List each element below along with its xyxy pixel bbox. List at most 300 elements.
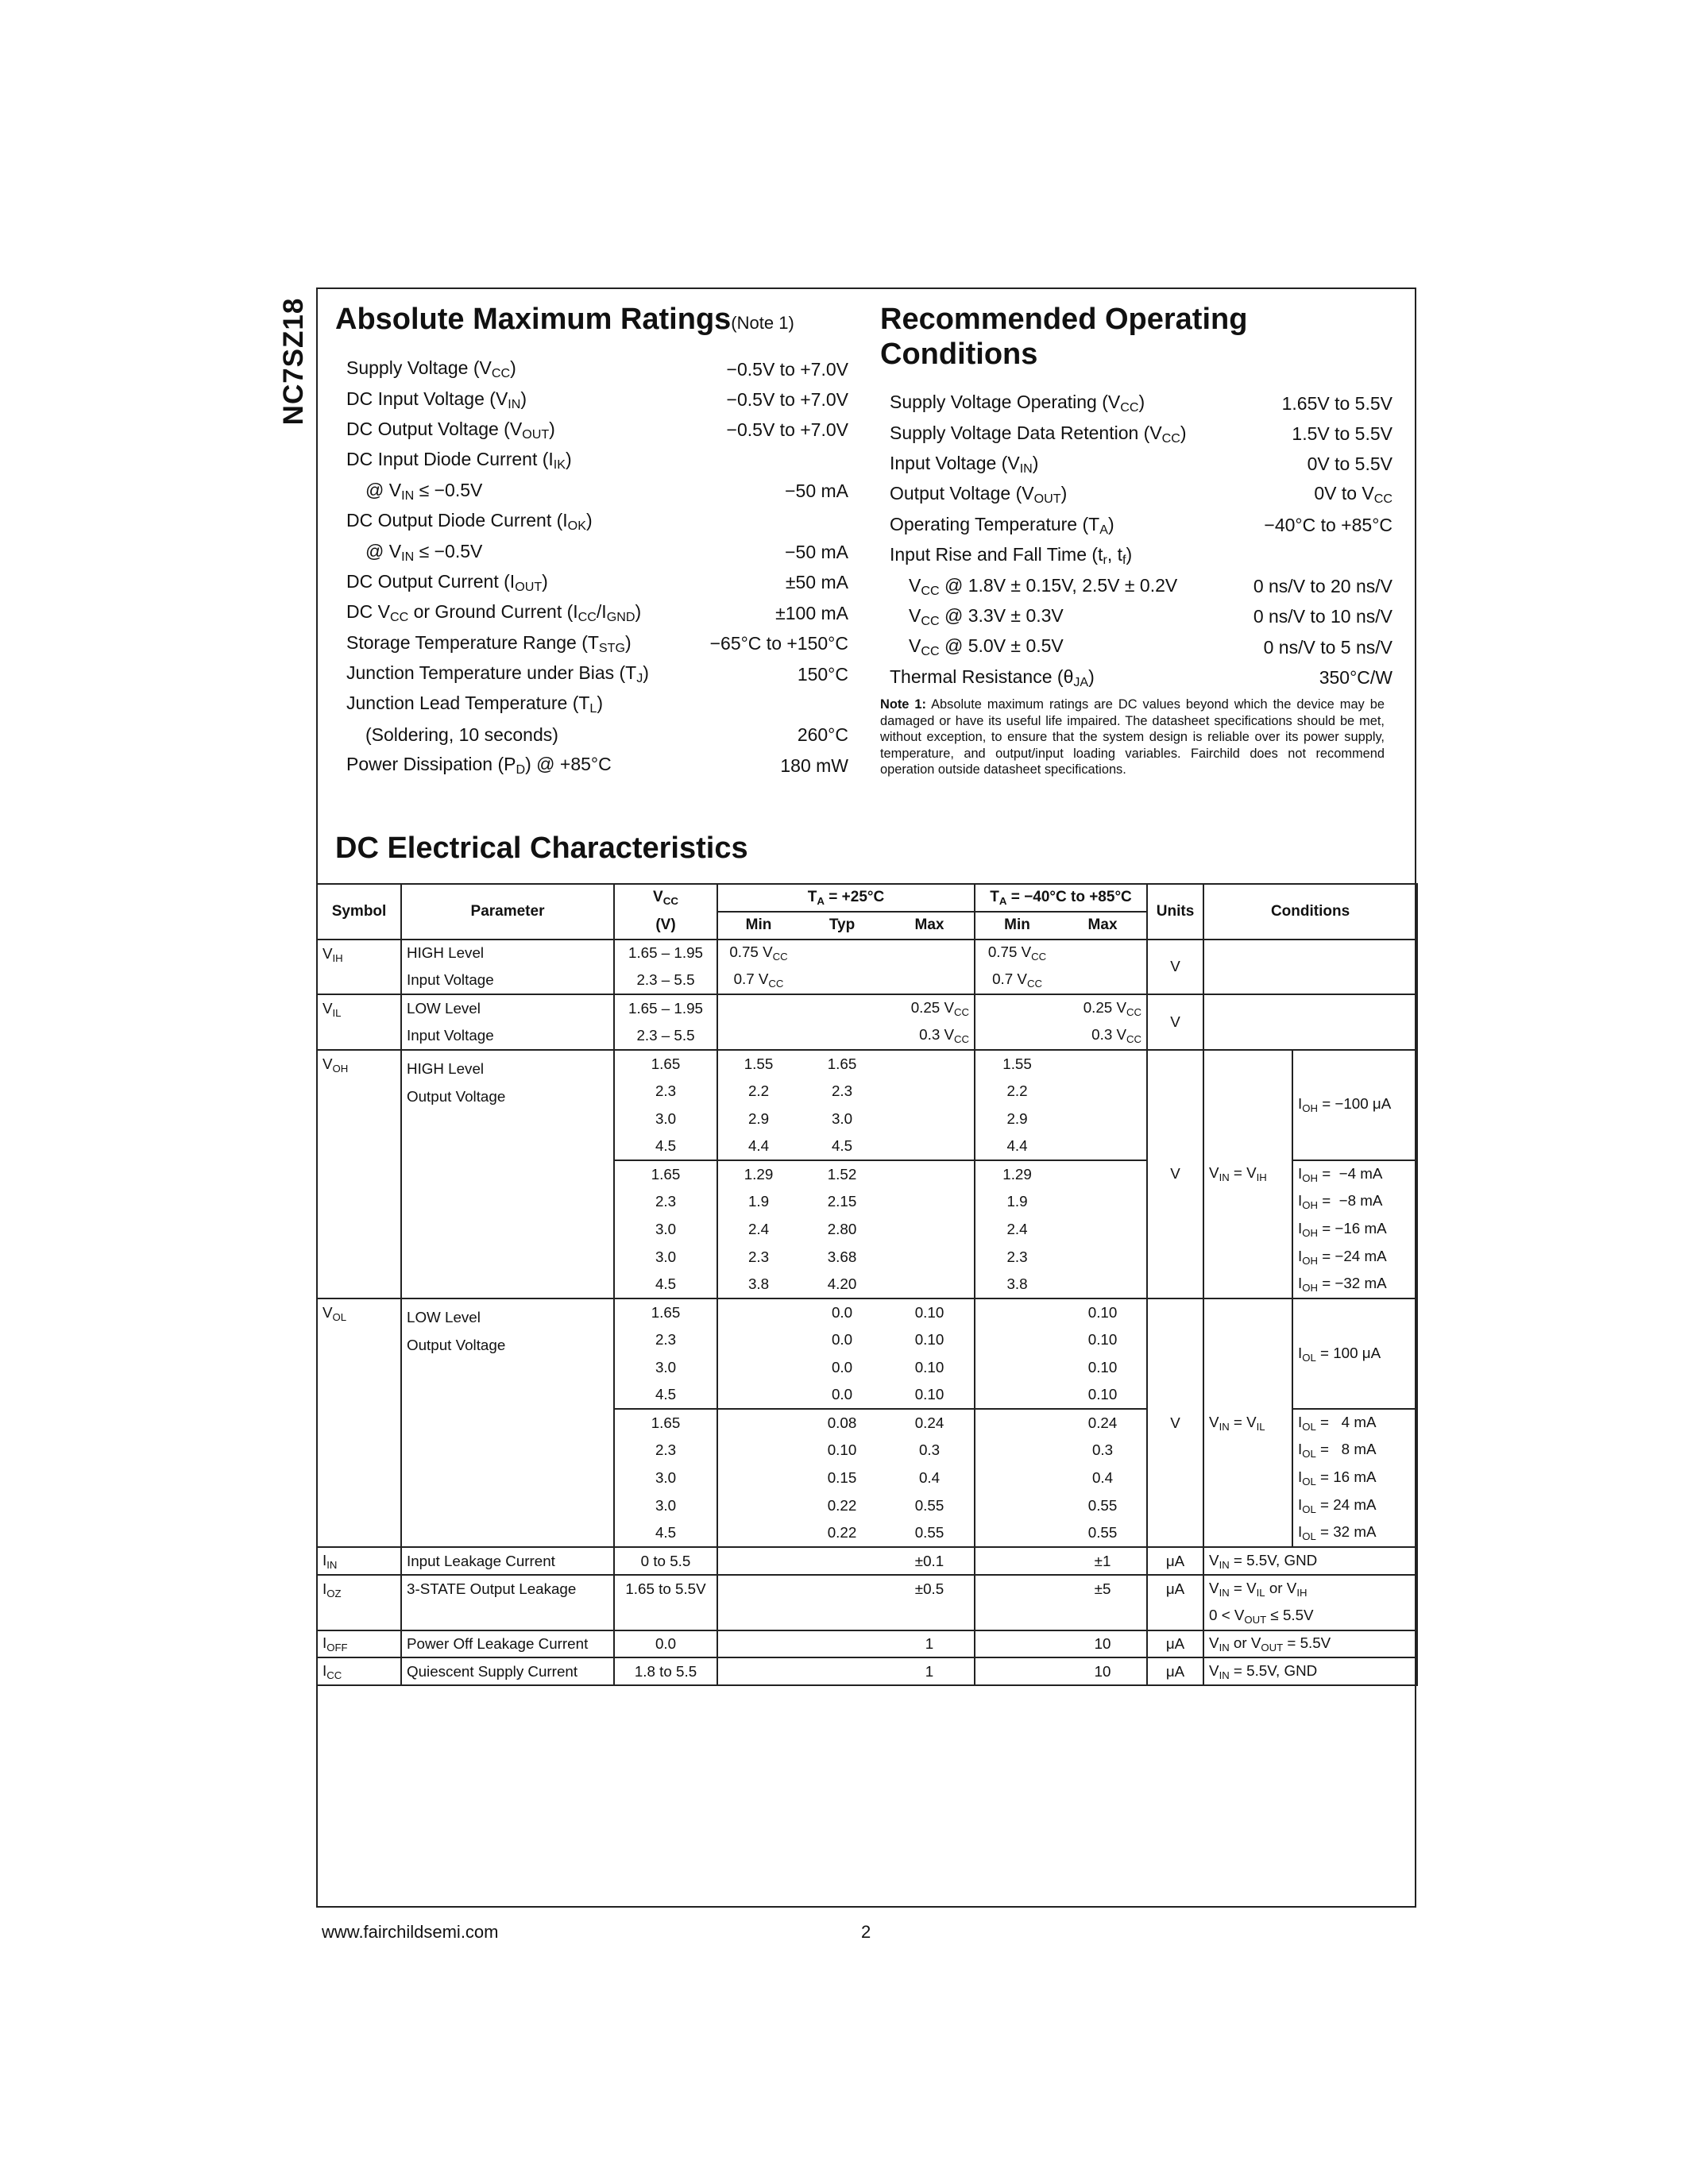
rec-op-value: 0 ns/V to 10 ns/V bbox=[1253, 606, 1393, 627]
abs-max-label: Junction Lead Temperature $(T_L)$ bbox=[346, 693, 604, 716]
minR-cell: 1.29 bbox=[1002, 1165, 1032, 1183]
max25-cell bbox=[885, 1105, 975, 1133]
maxR-cell: ±1 bbox=[1059, 1547, 1147, 1575]
units-cell: μA bbox=[1147, 1547, 1203, 1575]
symbol-cell: $I_{CC}$ bbox=[317, 1657, 401, 1685]
minR-cell: 2.3 bbox=[1006, 1248, 1028, 1265]
minR-cell: 2.4 bbox=[1006, 1220, 1028, 1237]
typ25-cell: 0.0 bbox=[831, 1331, 853, 1349]
conditions-cell bbox=[1203, 940, 1417, 995]
abs-max-label: DC Output Voltage $(V_{OUT})$ bbox=[346, 418, 555, 442]
conditions-cell: $V_{IN} = 5.5V$, GND bbox=[1203, 1547, 1417, 1575]
typ25-cell bbox=[799, 1547, 885, 1575]
table-row bbox=[317, 994, 1417, 1022]
rec-op-row bbox=[890, 541, 1393, 571]
note-1: Note 1: Absolute maximum ratings are DC values beyond which the device may be damaged or have its useful life impaired. The datasheet specifications should be met, without exception, to ensure that the system design is reliable over its power supply, temperature, and output/input loading variables. Fairchild does not recommend operation outside datasheet specifications. bbox=[880, 697, 1385, 778]
minR-cell: 2.9 bbox=[1006, 1109, 1028, 1127]
max25-cell: ±0.1 bbox=[885, 1547, 975, 1575]
maxR-cell bbox=[1059, 1078, 1147, 1106]
symbol-cell: $V_{IL}$ bbox=[317, 994, 401, 1050]
max25-cell: 0.10 bbox=[885, 1326, 975, 1354]
abs-max-row bbox=[346, 659, 848, 689]
rec-op-row bbox=[890, 511, 1393, 541]
minR-cell bbox=[975, 1575, 1059, 1630]
min25-cell bbox=[717, 1354, 799, 1382]
min25-cell bbox=[717, 1381, 799, 1409]
max25-cell: 0.10 bbox=[885, 1354, 975, 1382]
abs-max-label: Junction Temperature under Bias $(T_J)$ bbox=[346, 662, 649, 686]
conditions-cell: $I_{OL} = 100$ μA bbox=[1292, 1298, 1417, 1409]
minR-cell: 3.8 bbox=[975, 1271, 1059, 1298]
max25-cell: 0.3 $V_{CC}$ bbox=[885, 1022, 975, 1050]
table-row bbox=[317, 1298, 1417, 1326]
conditions-cell: $I_{OH} = -16$ mA bbox=[1292, 1216, 1417, 1244]
vcc-cell: 2.3 – 5.5 bbox=[614, 1022, 717, 1050]
abs-max-value: 150°C bbox=[797, 663, 848, 685]
min25-cell bbox=[717, 1326, 799, 1354]
units-cell: μA bbox=[1147, 1575, 1203, 1630]
units-cell: μA bbox=[1147, 1657, 1203, 1685]
min25-cell: 1.29 bbox=[744, 1165, 774, 1183]
abs-max-value: −0.5V to +7.0V bbox=[726, 358, 848, 380]
max25-cell: 0.3 bbox=[885, 1437, 975, 1464]
typ25-cell bbox=[799, 1657, 885, 1685]
vcc-cell: 4.5 bbox=[614, 1519, 717, 1547]
table-row bbox=[317, 1575, 1417, 1603]
maxR-cell: 0.55 bbox=[1059, 1492, 1147, 1520]
max25-cell bbox=[885, 1078, 975, 1106]
rec-op-label: Output Voltage $(V_{OUT})$ bbox=[890, 483, 1068, 507]
vcc-cell: 0.0 bbox=[614, 1630, 717, 1658]
rec-op-value: 0 ns/V to 5 ns/V bbox=[1263, 636, 1393, 658]
rec-op-list bbox=[890, 388, 1393, 693]
conditions-cell: $I_{OH} = -8$ mA bbox=[1292, 1188, 1417, 1216]
vcc-cell: 1.65 – 1.95 bbox=[614, 940, 717, 967]
minR-cell bbox=[975, 1492, 1059, 1520]
vcc-cell: 2.3 – 5.5 bbox=[614, 967, 717, 994]
symbol-cell: $I_{OFF}$ bbox=[317, 1630, 401, 1658]
vcc-cell: 1.65 – 1.95 bbox=[614, 994, 717, 1022]
min25-cell bbox=[717, 1492, 799, 1520]
maxR-cell bbox=[1059, 940, 1147, 967]
maxR-cell: 10 bbox=[1059, 1657, 1147, 1685]
minR-cell bbox=[975, 1298, 1059, 1326]
min25-cell bbox=[717, 1298, 799, 1326]
rec-op-row bbox=[890, 663, 1393, 693]
symbol-cell: $V_{IH}$ bbox=[317, 940, 401, 995]
typ25-cell: 0.15 bbox=[827, 1469, 857, 1487]
units-cell: V bbox=[1147, 1298, 1203, 1547]
rec-op-row bbox=[890, 602, 1393, 632]
abs-max-label: DC Output Current $(I_{OUT})$ bbox=[346, 570, 548, 594]
abs-max-title: Absolute Maximum Ratings(Note 1) bbox=[335, 303, 794, 336]
maxR-cell: ±5 bbox=[1059, 1575, 1147, 1630]
rec-op-value: 1.5V to 5.5V bbox=[1292, 423, 1393, 445]
conditions-cell: $V_{IN} = 5.5V$, GND bbox=[1203, 1657, 1417, 1685]
abs-max-label: @ $V_{IN} \le -0.5V$ bbox=[365, 479, 483, 503]
abs-max-row bbox=[346, 354, 848, 384]
rec-op-value: 0V to 5.5V bbox=[1307, 453, 1393, 475]
rec-op-value: −40°C to +85°C bbox=[1264, 515, 1393, 536]
vcc-cell: 1.65 bbox=[614, 1050, 717, 1078]
vcc-cell: 3.0 bbox=[614, 1354, 717, 1382]
maxR-cell: 0.10 bbox=[1059, 1298, 1147, 1326]
abs-max-value: 180 mW bbox=[780, 754, 848, 776]
typ25-cell: 3.68 bbox=[827, 1248, 857, 1265]
vcc-cell: 3.0 bbox=[614, 1105, 717, 1133]
typ25-cell: 2.80 bbox=[827, 1220, 857, 1237]
conditions-cell: $I_{OL} = 24$ mA bbox=[1292, 1492, 1417, 1520]
abs-max-value: −50 mA bbox=[785, 542, 848, 563]
minR-cell bbox=[975, 1464, 1059, 1492]
table-row bbox=[317, 1050, 1417, 1078]
abs-max-row bbox=[346, 598, 848, 628]
minR-cell: 1.55 bbox=[1002, 1055, 1032, 1072]
abs-max-row bbox=[346, 689, 848, 720]
parameter-cell: Input Voltage bbox=[401, 1022, 614, 1050]
typ25-cell: 0.08 bbox=[827, 1414, 857, 1432]
rec-op-value: 1.65V to 5.5V bbox=[1281, 392, 1393, 414]
rec-op-label: $V_{CC}$ @ 5.0V ± 0.5V bbox=[909, 635, 1064, 659]
minR-cell bbox=[975, 1437, 1059, 1464]
hdr-minR: Min bbox=[975, 912, 1059, 940]
typ25-cell: 4.20 bbox=[799, 1271, 885, 1298]
vcc-cell: 1.65 bbox=[614, 1298, 717, 1326]
maxR-cell: 0.10 bbox=[1059, 1326, 1147, 1354]
abs-max-label: Storage Temperature Range $(T_{STG})$ bbox=[346, 631, 632, 655]
conditions-cell: $I_{OL} = 32$ mA bbox=[1292, 1519, 1417, 1547]
min25-cell: 3.8 bbox=[717, 1271, 799, 1298]
footer-url[interactable]: www.fairchildsemi.com bbox=[322, 1922, 499, 1942]
minR-cell bbox=[975, 1381, 1059, 1409]
minR-cell bbox=[975, 1409, 1059, 1437]
hdr-vcc-unit: (V) bbox=[614, 912, 717, 940]
rec-op-label: $V_{CC}$ @ 3.3V ± 0.3V bbox=[909, 604, 1064, 628]
side-part-number: NC7SZ18 bbox=[278, 297, 309, 426]
conditions-cell: $I_{OL} = 8$ mA bbox=[1292, 1437, 1417, 1464]
minR-cell bbox=[975, 1022, 1059, 1050]
abs-max-label: Supply Voltage $(V_{CC})$ bbox=[346, 357, 516, 381]
parameter-cell: Power Off Leakage Current bbox=[401, 1630, 614, 1658]
rec-op-row bbox=[890, 450, 1393, 480]
min25-cell: 2.9 bbox=[747, 1109, 770, 1127]
typ25-cell: 0.0 bbox=[831, 1358, 853, 1376]
vcc-cell: 4.5 bbox=[614, 1271, 717, 1298]
hdr-ta25: $T_A = +25^\circ C$ bbox=[717, 884, 975, 912]
abs-max-row bbox=[346, 568, 848, 598]
maxR-cell: 0.3 $V_{CC}$ bbox=[1059, 1022, 1147, 1050]
minR-cell bbox=[975, 1326, 1059, 1354]
maxR-cell bbox=[1059, 1243, 1147, 1271]
rec-op-label: Input Voltage $(V_{IN})$ bbox=[890, 452, 1039, 476]
abs-max-list bbox=[346, 354, 848, 781]
max25-cell bbox=[885, 1188, 975, 1216]
hdr-vcc: $V_{CC}$ bbox=[614, 884, 717, 912]
abs-max-row bbox=[346, 384, 848, 415]
rec-op-row bbox=[890, 571, 1393, 601]
maxR-cell: 0.55 bbox=[1059, 1519, 1147, 1547]
abs-max-label: DC $V_{CC}$ or Ground Current $(I_{CC}/I_{GND})$ bbox=[346, 601, 642, 625]
parameter-cell: HIGH Level Output Voltage bbox=[401, 1050, 614, 1298]
typ25-cell bbox=[799, 1575, 885, 1630]
max25-cell bbox=[885, 1050, 975, 1078]
abs-max-label: DC Input Voltage $(V_{IN})$ bbox=[346, 388, 527, 411]
maxR-cell: 0.10 bbox=[1059, 1381, 1147, 1409]
maxR-cell bbox=[1059, 967, 1147, 994]
maxR-cell: 0.10 bbox=[1059, 1354, 1147, 1382]
max25-cell bbox=[885, 967, 975, 994]
hdr-ta-range: $T_A = -40^\circ C$ to +85°C bbox=[975, 884, 1147, 912]
hdr-symbol: Symbol bbox=[317, 884, 401, 940]
min25-cell: 2.4 bbox=[747, 1220, 770, 1237]
typ25-cell: 0.0 bbox=[831, 1303, 853, 1321]
rec-op-title: Recommended Operating Conditions bbox=[880, 303, 1248, 371]
min25-cell bbox=[717, 1519, 799, 1547]
rec-op-row bbox=[890, 632, 1393, 662]
hdr-conditions: Conditions bbox=[1203, 884, 1417, 940]
maxR-cell bbox=[1059, 1271, 1147, 1298]
abs-max-label: @ $V_{IN} \le -0.5V$ bbox=[365, 540, 483, 564]
abs-max-value: −65°C to +150°C bbox=[709, 633, 848, 654]
min25-cell bbox=[717, 1437, 799, 1464]
min25-cell: 2.2 bbox=[747, 1082, 770, 1099]
typ25-cell: 0.0 bbox=[799, 1381, 885, 1409]
typ25-cell: 0.22 bbox=[827, 1496, 857, 1514]
typ25-cell: 3.0 bbox=[831, 1109, 853, 1127]
max25-cell: ±0.5 bbox=[885, 1575, 975, 1630]
abs-max-value: ±100 mA bbox=[775, 602, 848, 623]
table-row bbox=[317, 1547, 1417, 1575]
conditions-cell: $I_{OH} = -24$ mA bbox=[1292, 1243, 1417, 1271]
conditions-cell bbox=[1203, 994, 1417, 1050]
typ25-cell bbox=[799, 1630, 885, 1658]
vcc-cell: 1.65 to 5.5V bbox=[614, 1575, 717, 1630]
typ25-cell bbox=[799, 940, 885, 967]
min25-cell: 1.9 bbox=[747, 1193, 770, 1210]
units-cell: V bbox=[1147, 1050, 1203, 1298]
units-cell: V bbox=[1147, 940, 1203, 995]
abs-max-value: ±50 mA bbox=[785, 572, 848, 593]
abs-max-value: −0.5V to +7.0V bbox=[726, 389, 848, 411]
conditions-cell: $0 < V_{OUT} \le 5.5V$ bbox=[1203, 1603, 1417, 1630]
parameter-cell: HIGH Level bbox=[401, 940, 614, 967]
abs-max-value: 260°C bbox=[797, 724, 848, 746]
symbol-cell: $I_{IN}$ bbox=[317, 1547, 401, 1575]
min25-cell: 0.75 $V_{CC}$ bbox=[729, 943, 788, 963]
hdr-maxR: Max bbox=[1059, 912, 1147, 940]
vcc-cell: 3.0 bbox=[614, 1243, 717, 1271]
typ25-cell bbox=[799, 967, 885, 994]
abs-max-row bbox=[346, 446, 848, 476]
conditions-cell: $I_{OH} = -100$ μA bbox=[1292, 1050, 1417, 1160]
min25-cell bbox=[717, 994, 799, 1022]
max25-cell bbox=[885, 1243, 975, 1271]
vcc-cell: 2.3 bbox=[614, 1188, 717, 1216]
rec-op-value: 350°C/W bbox=[1319, 667, 1393, 689]
typ25-cell: 1.65 bbox=[827, 1055, 857, 1072]
maxR-cell: 10 bbox=[1059, 1630, 1147, 1658]
parameter-cell: Input Voltage bbox=[401, 967, 614, 994]
rec-op-value: 0 ns/V to 20 ns/V bbox=[1253, 576, 1393, 597]
vcc-cell: 2.3 bbox=[614, 1437, 717, 1464]
max25-cell: 0.55 bbox=[885, 1492, 975, 1520]
hdr-units: Units bbox=[1147, 884, 1203, 940]
conditions-cell: $V_{IN} = V_{IL}$ bbox=[1203, 1298, 1292, 1547]
vcc-cell: 3.0 bbox=[614, 1464, 717, 1492]
vcc-cell: 2.3 bbox=[614, 1326, 717, 1354]
typ25-cell bbox=[799, 1022, 885, 1050]
rec-op-label: Supply Voltage Operating $(V_{CC})$ bbox=[890, 392, 1145, 415]
min25-cell bbox=[717, 1464, 799, 1492]
max25-cell: 0.4 bbox=[885, 1464, 975, 1492]
vcc-cell: 1.65 bbox=[614, 1160, 717, 1188]
rec-op-label: Supply Voltage Data Retention $(V_{CC})$ bbox=[890, 422, 1187, 446]
maxR-cell bbox=[1059, 1188, 1147, 1216]
hdr-max25: Max bbox=[885, 912, 975, 940]
maxR-cell bbox=[1059, 1133, 1147, 1160]
minR-cell: 2.2 bbox=[1006, 1082, 1028, 1099]
conditions-cell: $I_{OH} = -32$ mA bbox=[1292, 1271, 1417, 1298]
parameter-cell: 3-STATE Output Leakage bbox=[401, 1575, 614, 1630]
vcc-cell: 3.0 bbox=[614, 1492, 717, 1520]
max25-cell: 0.10 bbox=[885, 1298, 975, 1326]
units-cell: V bbox=[1147, 994, 1203, 1050]
maxR-cell bbox=[1059, 1216, 1147, 1244]
max25-cell: 0.10 bbox=[885, 1381, 975, 1409]
dc-title: DC Electrical Characteristics bbox=[335, 832, 748, 865]
min25-cell: 0.7 $V_{CC}$ bbox=[717, 967, 799, 994]
vcc-cell: 0 to 5.5 bbox=[614, 1547, 717, 1575]
rec-op-label: Input Rise and Fall Time ($t_r$, $t_f$) bbox=[890, 544, 1133, 568]
maxR-cell: 0.25 $V_{CC}$ bbox=[1059, 994, 1147, 1022]
typ25-cell: 0.10 bbox=[827, 1441, 857, 1459]
rec-op-label: $V_{CC}$ @ 1.8V ± 0.15V, 2.5V ± 0.2V bbox=[909, 574, 1178, 598]
symbol-cell: $V_{OH}$ bbox=[317, 1050, 401, 1298]
abs-max-row bbox=[346, 507, 848, 537]
min25-cell: 2.3 bbox=[747, 1248, 770, 1265]
page-number: 2 bbox=[861, 1922, 871, 1942]
minR-cell bbox=[975, 1657, 1059, 1685]
minR-cell: 4.4 bbox=[975, 1133, 1059, 1160]
maxR-cell: 0.24 bbox=[1059, 1409, 1147, 1437]
max25-cell: 1 bbox=[885, 1657, 975, 1685]
typ25-cell: 2.3 bbox=[831, 1082, 853, 1099]
min25-cell bbox=[717, 1022, 799, 1050]
parameter-cell: LOW Level bbox=[401, 994, 614, 1022]
typ25-cell: 0.22 bbox=[799, 1519, 885, 1547]
max25-cell bbox=[885, 1160, 975, 1188]
typ25-cell: 2.15 bbox=[827, 1193, 857, 1210]
abs-max-row bbox=[346, 415, 848, 446]
table-row bbox=[317, 940, 1417, 967]
rec-op-label: Operating Temperature $(T_A)$ bbox=[890, 513, 1114, 537]
rec-op-value: 0V to $V_{CC}$ bbox=[1314, 483, 1393, 507]
abs-max-row bbox=[346, 477, 848, 507]
hdr-typ25: Typ bbox=[799, 912, 885, 940]
maxR-cell bbox=[1059, 1105, 1147, 1133]
min25-cell: 1.55 bbox=[744, 1055, 774, 1072]
conditions-cell: $I_{OH} = -4$ mA bbox=[1292, 1160, 1417, 1188]
rec-op-label: Thermal Resistance $(\theta_{JA})$ bbox=[890, 666, 1095, 689]
abs-max-row bbox=[346, 720, 848, 751]
minR-cell: 0.75 $V_{CC}$ bbox=[987, 943, 1047, 963]
max25-cell bbox=[885, 1216, 975, 1244]
minR-cell bbox=[975, 1354, 1059, 1382]
abs-max-row bbox=[346, 751, 848, 781]
max25-cell bbox=[885, 1271, 975, 1298]
max25-cell: 0.55 bbox=[885, 1519, 975, 1547]
min25-cell bbox=[717, 1657, 799, 1685]
conditions-cell: $V_{IN} = V_{IH}$ bbox=[1203, 1050, 1292, 1298]
conditions-cell: $V_{IN}$ or $V_{OUT} = 5.5V$ bbox=[1203, 1630, 1417, 1658]
max25-cell bbox=[885, 940, 975, 967]
maxR-cell bbox=[1059, 1050, 1147, 1078]
maxR-cell: 0.3 bbox=[1059, 1437, 1147, 1464]
abs-max-label: (Soldering, 10 seconds) bbox=[365, 724, 558, 746]
typ25-cell bbox=[799, 994, 885, 1022]
rec-op-row bbox=[890, 480, 1393, 510]
abs-max-value: −50 mA bbox=[785, 480, 848, 502]
table-row bbox=[317, 1657, 1417, 1685]
vcc-cell: 2.3 bbox=[614, 1078, 717, 1106]
abs-max-label: DC Input Diode Current $(I_{IK})$ bbox=[346, 449, 572, 473]
min25-cell bbox=[717, 1409, 799, 1437]
vcc-cell: 3.0 bbox=[614, 1216, 717, 1244]
max25-cell bbox=[885, 1133, 975, 1160]
typ25-cell: 1.52 bbox=[827, 1165, 857, 1183]
min25-cell: 4.4 bbox=[717, 1133, 799, 1160]
maxR-cell: 0.4 bbox=[1059, 1464, 1147, 1492]
abs-max-row bbox=[346, 629, 848, 659]
minR-cell: 1.9 bbox=[1006, 1193, 1028, 1210]
min25-cell bbox=[717, 1630, 799, 1658]
rec-op-row bbox=[890, 388, 1393, 419]
units-cell: μA bbox=[1147, 1630, 1203, 1658]
minR-cell bbox=[975, 1519, 1059, 1547]
min25-cell bbox=[717, 1575, 799, 1630]
vcc-cell: 4.5 bbox=[614, 1133, 717, 1160]
hdr-parameter: Parameter bbox=[401, 884, 614, 940]
typ25-cell: 4.5 bbox=[799, 1133, 885, 1160]
conditions-cell: $I_{OL} = 4$ mA bbox=[1292, 1409, 1417, 1437]
table-row bbox=[317, 1630, 1417, 1658]
vcc-cell: 4.5 bbox=[614, 1381, 717, 1409]
min25-cell bbox=[717, 1547, 799, 1575]
abs-max-label: DC Output Diode Current $(I_{OK})$ bbox=[346, 510, 593, 534]
vcc-cell: 1.65 bbox=[614, 1409, 717, 1437]
abs-max-row bbox=[346, 537, 848, 567]
max25-cell: 0.25 $V_{CC}$ bbox=[885, 994, 975, 1022]
parameter-cell: Input Leakage Current bbox=[401, 1547, 614, 1575]
symbol-cell: $I_{OZ}$ bbox=[317, 1575, 401, 1630]
abs-max-label: Power Dissipation $(P_D)$ @ +85°C bbox=[346, 754, 612, 778]
max25-cell: 0.24 bbox=[885, 1409, 975, 1437]
conditions-cell: $I_{OL} = 16$ mA bbox=[1292, 1464, 1417, 1492]
minR-cell bbox=[975, 1630, 1059, 1658]
maxR-cell bbox=[1059, 1160, 1147, 1188]
hdr-min25: Min bbox=[717, 912, 799, 940]
abs-max-value: −0.5V to +7.0V bbox=[726, 419, 848, 441]
parameter-cell: LOW Level Output Voltage bbox=[401, 1298, 614, 1547]
minR-cell bbox=[975, 1547, 1059, 1575]
rec-op-row bbox=[890, 419, 1393, 449]
minR-cell bbox=[975, 994, 1059, 1022]
vcc-cell: 1.8 to 5.5 bbox=[614, 1657, 717, 1685]
parameter-cell: Quiescent Supply Current bbox=[401, 1657, 614, 1685]
max25-cell: 1 bbox=[885, 1630, 975, 1658]
minR-cell: 0.7 $V_{CC}$ bbox=[975, 967, 1059, 994]
dc-characteristics-table bbox=[316, 883, 1418, 1686]
